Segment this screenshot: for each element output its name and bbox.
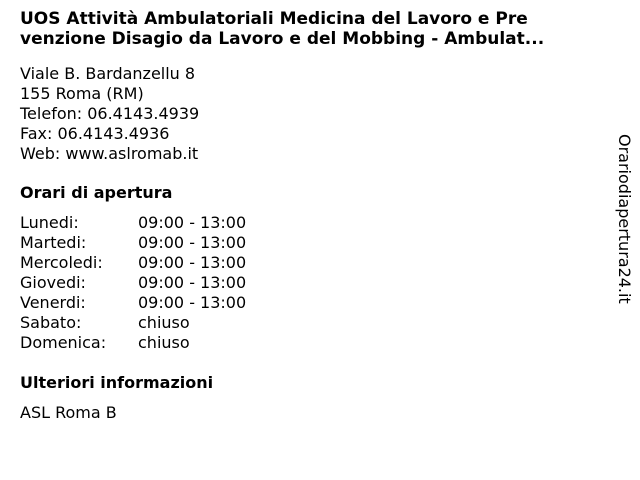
fax-number: Fax: 06.4143.4936 xyxy=(20,124,170,143)
address-city: 155 Roma (RM) xyxy=(20,84,144,103)
phone-number[interactable]: Telefon: 06.4143.4939 xyxy=(20,104,200,123)
opening-hours-heading: Orari di apertura xyxy=(20,183,173,202)
hours-time: chiuso xyxy=(138,333,190,352)
business-title-line-2: venzione Disagio da Lavoro e del Mobbing - Ambulat... xyxy=(20,29,545,49)
hours-day: Venerdi: xyxy=(20,293,86,312)
hours-day: Mercoledi: xyxy=(20,253,103,272)
website xyxy=(20,144,199,164)
business-title-line-1: UOS Attività Ambulatoriali Medicina del Lavoro e Pre xyxy=(20,9,528,29)
address-street: Viale B. Bardanzellu 8 xyxy=(20,64,196,83)
website-label: Web: xyxy=(20,144,66,163)
business-title xyxy=(20,9,620,49)
hours-time: 09:00 - 13:00 xyxy=(138,273,247,292)
hours-time: 09:00 - 13:00 xyxy=(138,213,247,232)
website-link[interactable]: www.aslromab.it xyxy=(65,144,199,163)
hours-time: 09:00 - 13:00 xyxy=(138,233,247,252)
further-info-text: ASL Roma B xyxy=(20,403,117,422)
site-watermark: Orariodiapertura24.it xyxy=(615,134,634,304)
contact-block xyxy=(20,64,199,164)
hours-day: Giovedi: xyxy=(20,273,86,292)
hours-time: chiuso xyxy=(138,313,190,332)
hours-day: Domenica: xyxy=(20,333,107,352)
hours-day: Sabato: xyxy=(20,313,82,332)
hours-time: 09:00 - 13:00 xyxy=(138,253,247,272)
hours-day: Lunedi: xyxy=(20,213,79,232)
further-info-heading: Ulteriori informazioni xyxy=(20,373,214,392)
hours-day: Martedi: xyxy=(20,233,87,252)
hours-time: 09:00 - 13:00 xyxy=(138,293,247,312)
